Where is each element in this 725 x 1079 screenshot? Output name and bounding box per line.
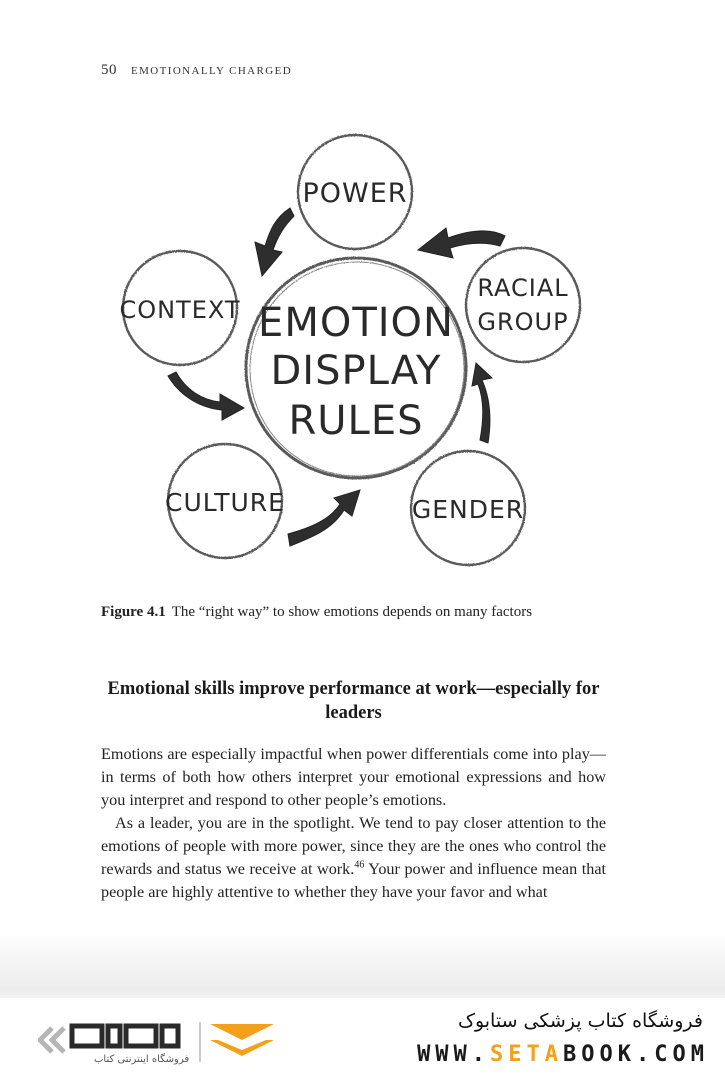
arrow-racial-to-center	[418, 228, 505, 258]
caption-label: Figure 4.1	[101, 604, 166, 620]
center-line-1: EMOTION	[258, 300, 454, 346]
racial-label-line-2: GROUP	[477, 308, 569, 336]
arrow-gender-to-center	[472, 363, 492, 443]
racial-label-line-1: RACIAL	[477, 274, 569, 302]
endnote-ref: 46	[354, 859, 365, 871]
section-heading: Emotional skills improve performance at work—especially for leaders	[107, 679, 600, 723]
logo-caption: فروشگاه اینترنتی کتاب	[94, 1054, 190, 1065]
racial-group-circle	[466, 248, 580, 362]
center-line-2: DISPLAY	[270, 348, 442, 394]
setabook-logo	[38, 1014, 288, 1070]
page-number: 50	[101, 62, 117, 78]
culture-label: CULTURE	[165, 488, 285, 517]
figure-emotion-display-rules	[110, 118, 600, 588]
running-header	[101, 62, 292, 79]
url-accent: SETA	[490, 1042, 564, 1067]
arrow-context-to-center	[168, 372, 244, 420]
url-prefix: WWW.	[417, 1042, 491, 1067]
arrow-power-to-center	[255, 208, 294, 276]
url-suffix: BOOK.COM	[563, 1042, 709, 1067]
power-label: POWER	[302, 178, 408, 209]
paragraph-2-part-2: Your power and influence mean that people are highly attentive to whether they have your favor and what	[101, 860, 606, 901]
arrow-culture-to-center	[288, 490, 360, 546]
running-title: EMOTIONALLY CHARGED	[131, 65, 293, 77]
caption-text: The “right way” to show emotions depends on many factors	[171, 604, 533, 620]
figure-caption	[101, 604, 532, 621]
store-name: فروشگاه کتاب پزشکی ستابوک	[457, 1010, 703, 1032]
store-url	[417, 1042, 709, 1067]
center-line-3: RULES	[288, 398, 424, 444]
gender-label: GENDER	[411, 495, 525, 524]
paragraph-2-part-1: As a leader, you are in the spotlight. We tend to pay closer attention to the emotions of people with more power, since they are the ones who control the rewards and status we receive at work.	[101, 814, 606, 878]
paragraph-1: Emotions are especially impactful when power differentials come into play—in terms of both how others interpret your emotional expressions and how you interpret and respond to other people’s emotions.	[101, 745, 606, 809]
hand-drawn-diagram	[110, 118, 600, 588]
store-banner	[0, 998, 725, 1079]
context-label: CONTEXT	[119, 296, 241, 324]
paragraph-2	[101, 812, 606, 904]
body-text	[101, 743, 606, 904]
